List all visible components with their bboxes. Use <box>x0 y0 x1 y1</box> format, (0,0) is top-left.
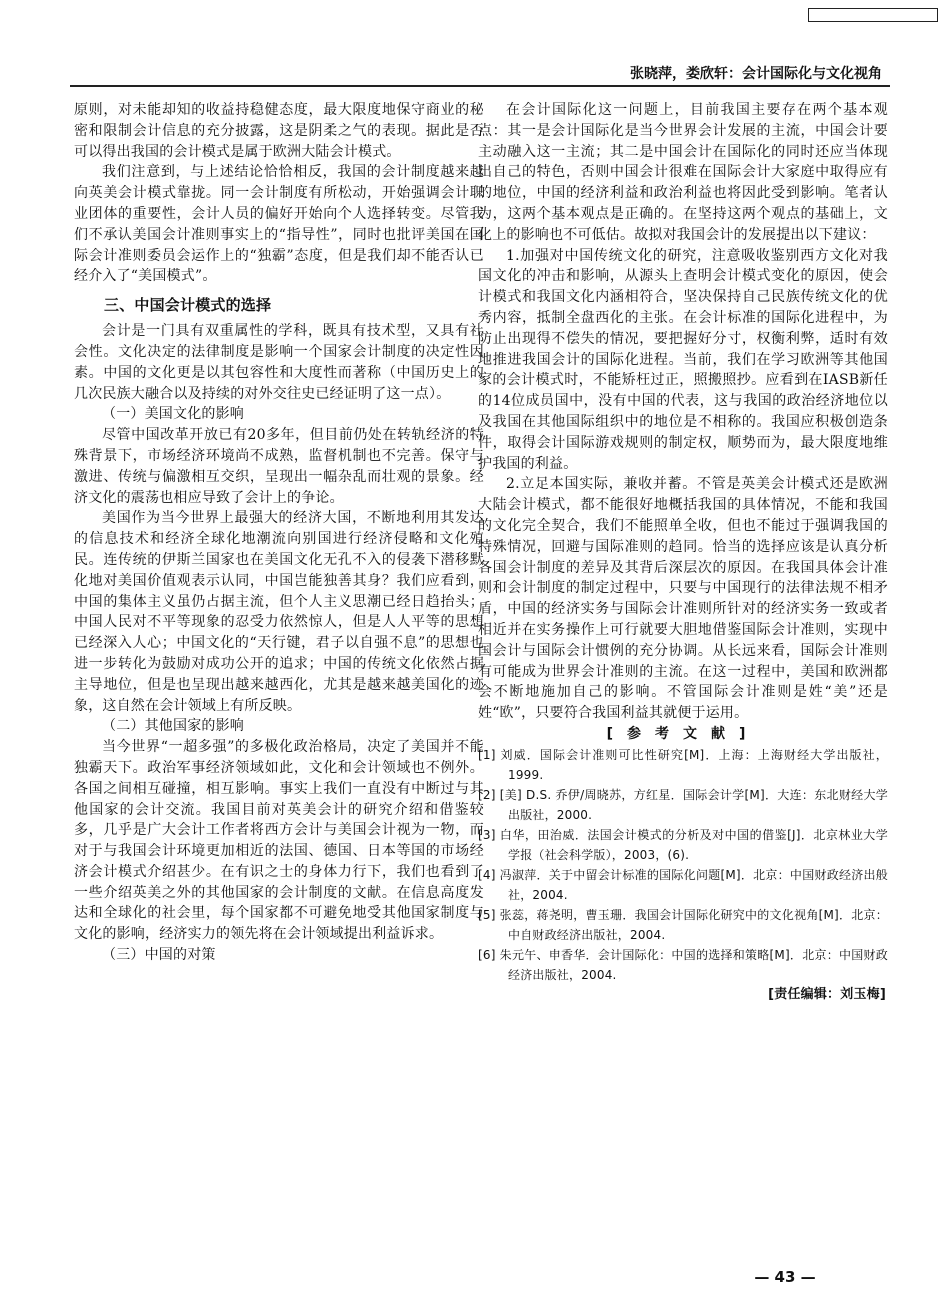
paragraph: 当今世界“一超多强”的多极化政治格局，决定了美国并不能独霸天下。政治军事经济领域如此，文化和会计领域也不例外。各国之间相互碰撞，相互影响。事实上我们一直没有中断过与其他国家的会计交流。我国目前对英美会计的研究介绍和借鉴较多，几乎是广大会计工作者将西方会计与美国会计视为一物，而对于与我国会计环境更加相近的法国、德国、日本等国的市场经济会计模式介绍甚少。在有识之士的身体力行下，我们也看到了一些介绍英美之外的其他国家的会计制度的文献。在信息高度发达和全球化的社会里，每个国家都不可避免地受其他国家制度与文化的影响，经济实力的领先将在会计领域提出利益诉求。 <box>74 739 484 943</box>
responsible-editor: [责任编辑：刘玉梅] <box>768 986 886 1002</box>
reference-item: [1] 刘威．国际会计准则可比性研究[M]．上海：上海财经大学出版社，1999. <box>478 747 888 782</box>
left-column <box>74 100 484 966</box>
page-label-box <box>808 8 938 22</box>
reference-item: [5] 张蕊，蒋尧明，曹玉珊．我国会计国际化研究中的文化视角[M]．北京：中自财政经济出版社，2004. <box>478 907 888 942</box>
reference-item: [4] 冯淑萍．关于中留会计标准的国际化问题[M]．北京：中国财政经济出般社，2004. <box>478 867 888 902</box>
running-header <box>70 63 890 87</box>
paragraph: 美国作为当今世界上最强大的经济大国，不断地利用其发达的信息技术和经济全球化地潮流向别国进行经济侵略和文化殖民。连传统的伊斯兰国家也在美国文化无孔不入的侵袭下潜移默化地对美国价值观表示认同，中国岂能独善其身？我们应看到，中国的集体主义虽仍占据主流，但个人主义思潮已经日趋抬头；中国人民对不平等现象的忍受力依然惊人，但是人人平等的思想已经深入人心；中国文化的“天行键，君子以自强不息”的思想也进一步转化为鼓励对成功公开的追求；中国的传统文化依然占据主导地位，但是也呈现出越来越西化，尤其是越来越美国化的迹象，这自然在会计领域上有所反映。 <box>74 510 484 714</box>
page-number: — 43 — <box>754 1268 816 1286</box>
paragraph: 原则，对未能却知的收益持稳健态度，最大限度地保守商业的秘密和限制会计信息的充分披露，这是阴柔之气的表现。据此是否可以得出我国的会计模式是属于欧洲大陆会计模式。 <box>74 102 484 160</box>
subsection-heading: （三）中国的对策 <box>102 947 216 964</box>
reference-item: [6] 朱元午、申香华．会计国际化：中国的选择和策略[M]．北京：中国财政经济出版社，2004. <box>478 947 888 982</box>
right-column <box>478 100 888 1006</box>
paragraph: 我们注意到，与上述结论恰恰相反，我国的会计制度越来越向英美会计模式靠拢。同一会计制度有所松动，开始强调会计职业团体的重要性，会计人员的偏好开始向个人选择转变。尽管我们不承认美国会计准则事实上的“指导性”，同时也批评美国在国际会计准则委员会运作上的“独霸”态度，但是我们却不能否认已经介入了“美国模式”。 <box>74 164 484 285</box>
paragraph: 1.加强对中国传统文化的研究，注意吸收鉴别西方文化对我国文化的冲击和影响，从源头上查明会计模式变化的原因，使会计模式和我国文化内涵相符合，坚决保持自己民族传统文化的优秀内容，抵制全盘西化的主张。在会计标准的国际化进程中，为防止出现得不偿失的情况，要把握好分寸，权衡利弊，适时有效地推进我国会计的国际化进程。当前，我们在学习欧洲等其他国家的会计模式时，不能矫枉过正，照搬照抄。应看到在IASB新任的14位成员国中，没有中国的代表，这与我国的政治经济地位以及我国在其他国际组织中的地位是不相称的。我国应积极创造条件，取得会计国际游戏规则的制定权，顺势而为，最大限度地维护我国的利益。 <box>478 247 888 472</box>
paragraph: 会计是一门具有双重属性的学科，既具有技术型，又具有社会性。文化决定的法律制度是影响一个国家会计制度的决定性因素。中国的文化更是以其包容性和大度性而著称（中国历史上的几次民族大融合以及持续的对外交往史已经证明了这一点）。 <box>74 323 484 402</box>
reference-item: [2] [美] D.S. 乔伊/周晓苏，方红星．国际会计学[M]．大连：东北财经大学出版社，2000. <box>478 787 888 822</box>
section-heading: 三、中国会计模式的选择 <box>104 296 272 315</box>
paragraph: 尽管中国改革开放已有20多年，但目前仍处在转轨经济的特殊背景下，市场经济环境尚不成熟，监督机制也不完善。保守与激进、传统与偏激相互交织，呈现出一幅杂乱而壮观的景象。经济文化的震荡也相应导致了会计上的争论。 <box>74 427 484 506</box>
subsection-heading: （一）美国文化的影响 <box>102 406 244 423</box>
reference-item: [3] 白华，田治威．法国会计模式的分析及对中国的借鉴[J]．北京林业大学学报（社会科学版），2003，(6). <box>478 827 888 862</box>
subsection-heading: （二）其他国家的影响 <box>102 718 244 735</box>
paragraph: 2.立足本国实际，兼收并蓄。不管是英美会计模式还是欧洲大陆会计模式，都不能很好地概括我国的具体情况，不能和我国的文化完全契合，我们不能照单全收，但也不能过于强调我国的特殊情况，回避与国际准则的趋同。恰当的选择应该是认真分析各国会计制度的差异及其背后深层次的原因。在我国具体会计准则和会计制度的制定过程中，只要与中国现行的法律法规不相矛盾，中国的经济实务与国际会计准则所针对的经济实务一致或者相近并在实务操作上可行就要大胆地借鉴国际会计准则，实现中国会计与国际会计惯例的充分协调。从长远来看，国际会计准则有可能成为世界会计准则的主流。在这一过程中，美国和欧洲都会不断地施加自己的影响。不管国际会计准则是姓“美”还是姓“欧”，只要符合我国利益其就便于运用。 <box>478 476 888 722</box>
paragraph: 在会计国际化这一问题上，目前我国主要存在两个基本观点：其一是会计国际化是当今世界会计发展的主流，中国会计要主动融入这一主流；其二是中国会计在国际化的同时还应当体现出自己的特色，否则中国会计很难在国际会计大家庭中取得应有的地位，中国的经济利益和政治利益也将因此受到影响。笔者认为，这两个基本观点是正确的。在坚持这两个观点的基础上，文化上的影响也不可低估。故拟对我国会计的发展提出以下建议： <box>478 102 888 243</box>
references-title: [参考文献] <box>606 725 760 742</box>
running-title: 张晓萍，娄欣轩：会计国际化与文化视角 <box>630 66 882 82</box>
